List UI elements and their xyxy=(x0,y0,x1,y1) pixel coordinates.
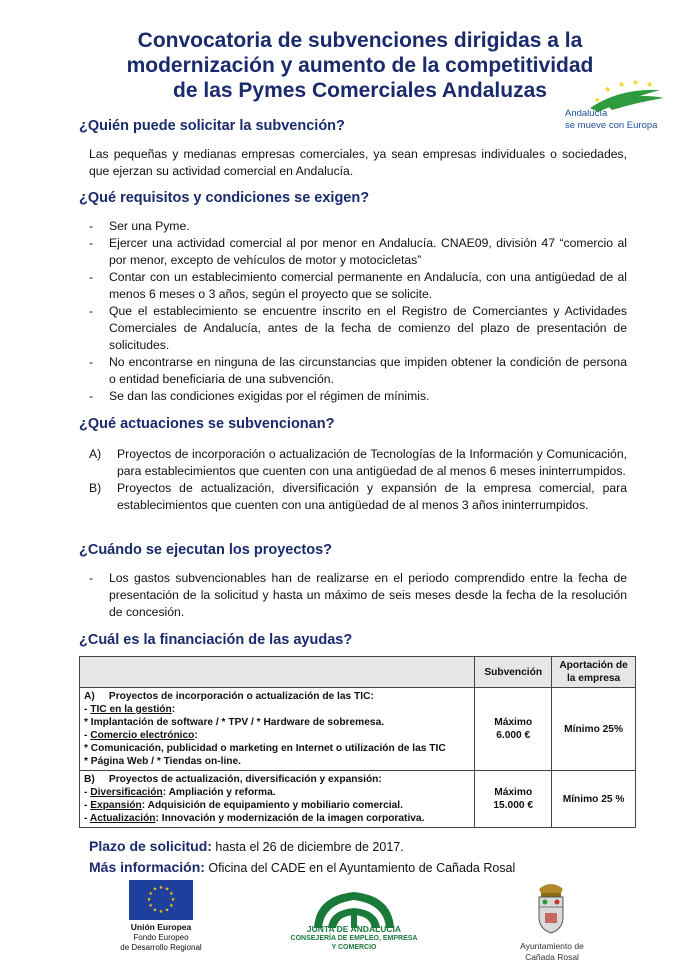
eu-line-2: Fondo Europeo xyxy=(133,933,189,942)
svg-text:★: ★ xyxy=(169,891,174,897)
row-a-sub1-label: TIC en la gestión xyxy=(90,704,172,715)
row-b-sub1: - Diversificación: Ampliación y reforma. xyxy=(84,787,276,798)
row-a-sub2-text2: * Página Web / * Tiendas on-line. xyxy=(84,756,241,767)
row-a-sub1: - TIC en la gestión: xyxy=(84,704,176,715)
financing-table xyxy=(79,656,636,828)
svg-text:★: ★ xyxy=(594,96,601,104)
row-b-title: B) Proyectos de actualización, diversificación y expansión: xyxy=(84,774,382,785)
table-header-row xyxy=(80,657,636,688)
page-title xyxy=(90,28,630,103)
svg-text:★: ★ xyxy=(170,897,176,903)
list-item: - Que el establecimiento se encuentre inscrito en el Registro de Comerciantes y Actividades Comerciales de Andalucía, antes de la fecha de comienzo del plazo de presentación de solicitudes. xyxy=(89,303,627,354)
svg-text:★: ★ xyxy=(158,909,164,915)
section-who-text: Las pequeñas y medianas empresas comerciales, ya sean empresas individuales o sociedades, que ejerzan su actividad comercial en Andalucía. xyxy=(89,147,627,178)
section-requirements-heading: ¿Qué requisitos y condiciones se exigen? xyxy=(79,190,370,206)
table-header-empty xyxy=(80,657,475,688)
row-b-sub1-label: Diversificación xyxy=(90,787,163,798)
deadline-value: hasta el 26 de diciembre de 2017. xyxy=(215,840,404,854)
row-b-sub2-label: Expansión xyxy=(90,800,142,811)
row-a-contribution: Mínimo 25% xyxy=(552,688,636,771)
when-list xyxy=(89,570,627,621)
eu-flag-icon xyxy=(129,880,193,920)
eu-logo-text xyxy=(112,922,210,953)
table-header-subsidy: Subvención xyxy=(475,657,552,688)
junta-line-2: CONSEJERÍA DE EMPLEO, EMPRESA Y COMERCIO xyxy=(290,935,418,951)
row-a-subsidy xyxy=(475,688,552,771)
svg-text:★: ★ xyxy=(169,903,174,909)
table-row xyxy=(80,771,636,828)
row-b-sub1-text: : Ampliación y reforma. xyxy=(162,787,276,798)
row-b-sub2-text: : Adquisición de equipamiento y mobiliario comercial. xyxy=(141,800,403,811)
list-item: - No encontrarse en ninguna de las circunstancias que impiden obtener la condición de persona o entidad beneficiaria de una subvención. xyxy=(89,354,627,388)
more-info-value: Oficina del CADE en el Ayuntamiento de Cañada Rosal xyxy=(208,861,516,875)
eu-line-3: de Desarrollo Regional xyxy=(120,943,202,952)
list-item: - Los gastos subvencionables han de realizarse en el periodo comprendido entre la fecha de presentación de la solicitud y hasta un máximo de seis meses desde la fecha de la resolución de concesión. xyxy=(89,570,627,621)
ayto-line-2: Cañada Rosal xyxy=(525,952,579,962)
svg-text:★: ★ xyxy=(158,885,164,891)
row-a-title: A) Proyectos de incorporación o actualización de las TIC: xyxy=(84,691,374,702)
andalucia-logo-text xyxy=(565,108,657,132)
row-a-sub1-text: * Implantación de software / * TPV / * Hardware de sobremesa. xyxy=(84,717,385,728)
list-item: - Contar con un establecimiento comercial permanente en Andalucía, con una antigüedad de al menos 6 meses o 3 años, según el proyecto que se solicite. xyxy=(89,269,627,303)
svg-text:★: ★ xyxy=(646,80,654,89)
deadline-label: Plazo de solicitud: xyxy=(89,838,212,854)
row-b-sub3: - Actualización: Innovación y modernización de la imagen corporativa. xyxy=(84,813,425,824)
row-a-description xyxy=(80,688,475,771)
list-marker: A) xyxy=(89,447,102,461)
andalucia-logo-line-1: Andalucía xyxy=(565,108,608,119)
eu-line-1: Unión Europea xyxy=(130,922,192,932)
title-line-1: Convocatoria de subvenciones dirigidas a la xyxy=(137,29,583,52)
row-b-sub2: - Expansión: Adquisición de equipamiento y mobiliario comercial. xyxy=(84,800,403,811)
andalucia-logo-line-2: se mueve con Europa xyxy=(565,120,658,131)
svg-text:★: ★ xyxy=(146,897,152,903)
svg-text:★: ★ xyxy=(618,80,626,89)
row-b-description xyxy=(80,771,475,828)
svg-text:★: ★ xyxy=(604,85,612,94)
table-row xyxy=(80,688,636,771)
list-marker: B) xyxy=(89,481,102,495)
section-when-heading: ¿Cuándo se ejecutan los proyectos? xyxy=(79,542,332,558)
row-b-subsidy-line2: 15.000 € xyxy=(493,800,534,811)
requirements-list xyxy=(89,218,627,405)
list-item xyxy=(89,480,627,514)
svg-text:★: ★ xyxy=(164,886,170,893)
list-item: - Se dan las condiciones exigidas por el régimen de mínimis. xyxy=(89,388,627,405)
ayto-line-1: Ayuntamiento de xyxy=(520,941,584,951)
ayuntamiento-logo-text xyxy=(506,941,598,963)
section-who-heading: ¿Quién puede solicitar la subvención? xyxy=(79,118,345,134)
row-a-sub2-text1: * Comunicación, publicidad o marketing en Internet o utilización de las TIC xyxy=(84,743,446,754)
ayuntamiento-crest-icon xyxy=(533,877,569,935)
row-a-sub1-colon: : xyxy=(171,704,176,715)
row-a-sub2: - Comercio electrónico: xyxy=(84,730,198,741)
table-header-contribution: Aportación de la empresa xyxy=(552,657,636,688)
svg-text:★: ★ xyxy=(152,907,158,914)
title-line-2: modernización y aumento de la competitividad xyxy=(126,54,594,77)
section-actions-heading: ¿Qué actuaciones se subvencionan? xyxy=(79,416,335,432)
title-line-3: de las Pymes Comerciales Andaluzas xyxy=(173,79,547,102)
list-item xyxy=(89,446,627,480)
row-a-subsidy-line1: Máximo xyxy=(494,717,533,728)
svg-text:★: ★ xyxy=(164,907,170,914)
svg-text:★: ★ xyxy=(148,903,153,909)
list-item: - Ser una Pyme. xyxy=(89,218,627,235)
row-b-contribution: Mínimo 25 % xyxy=(552,771,636,828)
row-a-sub2-colon: : xyxy=(194,730,198,741)
row-a-sub2-label: Comercio electrónico xyxy=(90,730,195,741)
junta-logo-text xyxy=(290,925,418,952)
section-financing-heading: ¿Cuál es la financiación de las ayudas? xyxy=(79,632,353,648)
row-b-subsidy xyxy=(475,771,552,828)
more-info xyxy=(89,859,515,875)
deadline xyxy=(89,838,404,854)
row-b-sub3-label: Actualización xyxy=(89,813,156,824)
list-item: - Ejercer una actividad comercial al por menor en Andalucía. CNAE09, división 47 “comercio al por menor, excepto de vehículos de motor y motocicletas” xyxy=(89,235,627,269)
actions-list xyxy=(89,446,627,514)
svg-text:★: ★ xyxy=(148,891,153,897)
junta-line-1: JUNTA DE ANDALUCIA xyxy=(306,924,402,934)
row-b-subsidy-line1: Máximo xyxy=(494,787,533,798)
row-b-sub3-text: : Innovación y modernización de la imagen corporativa. xyxy=(155,813,425,824)
row-a-subsidy-line2: 6.000 € xyxy=(496,730,531,741)
list-item-text: Proyectos de incorporación o actualización de Tecnologías de la Información y Comunicación, para establecimientos que cuenten con una antigüedad de al menos 6 meses ininterrumpidos. xyxy=(117,447,627,478)
svg-text:★: ★ xyxy=(152,886,158,893)
svg-text:★: ★ xyxy=(632,80,640,87)
list-item-text: Proyectos de actualización, diversificación y expansión de la empresa comercial, para establecimientos que cuenten con una antigüedad de al menos 3 años ininterrumpidos. xyxy=(117,481,627,512)
more-info-label: Más información: xyxy=(89,859,205,875)
